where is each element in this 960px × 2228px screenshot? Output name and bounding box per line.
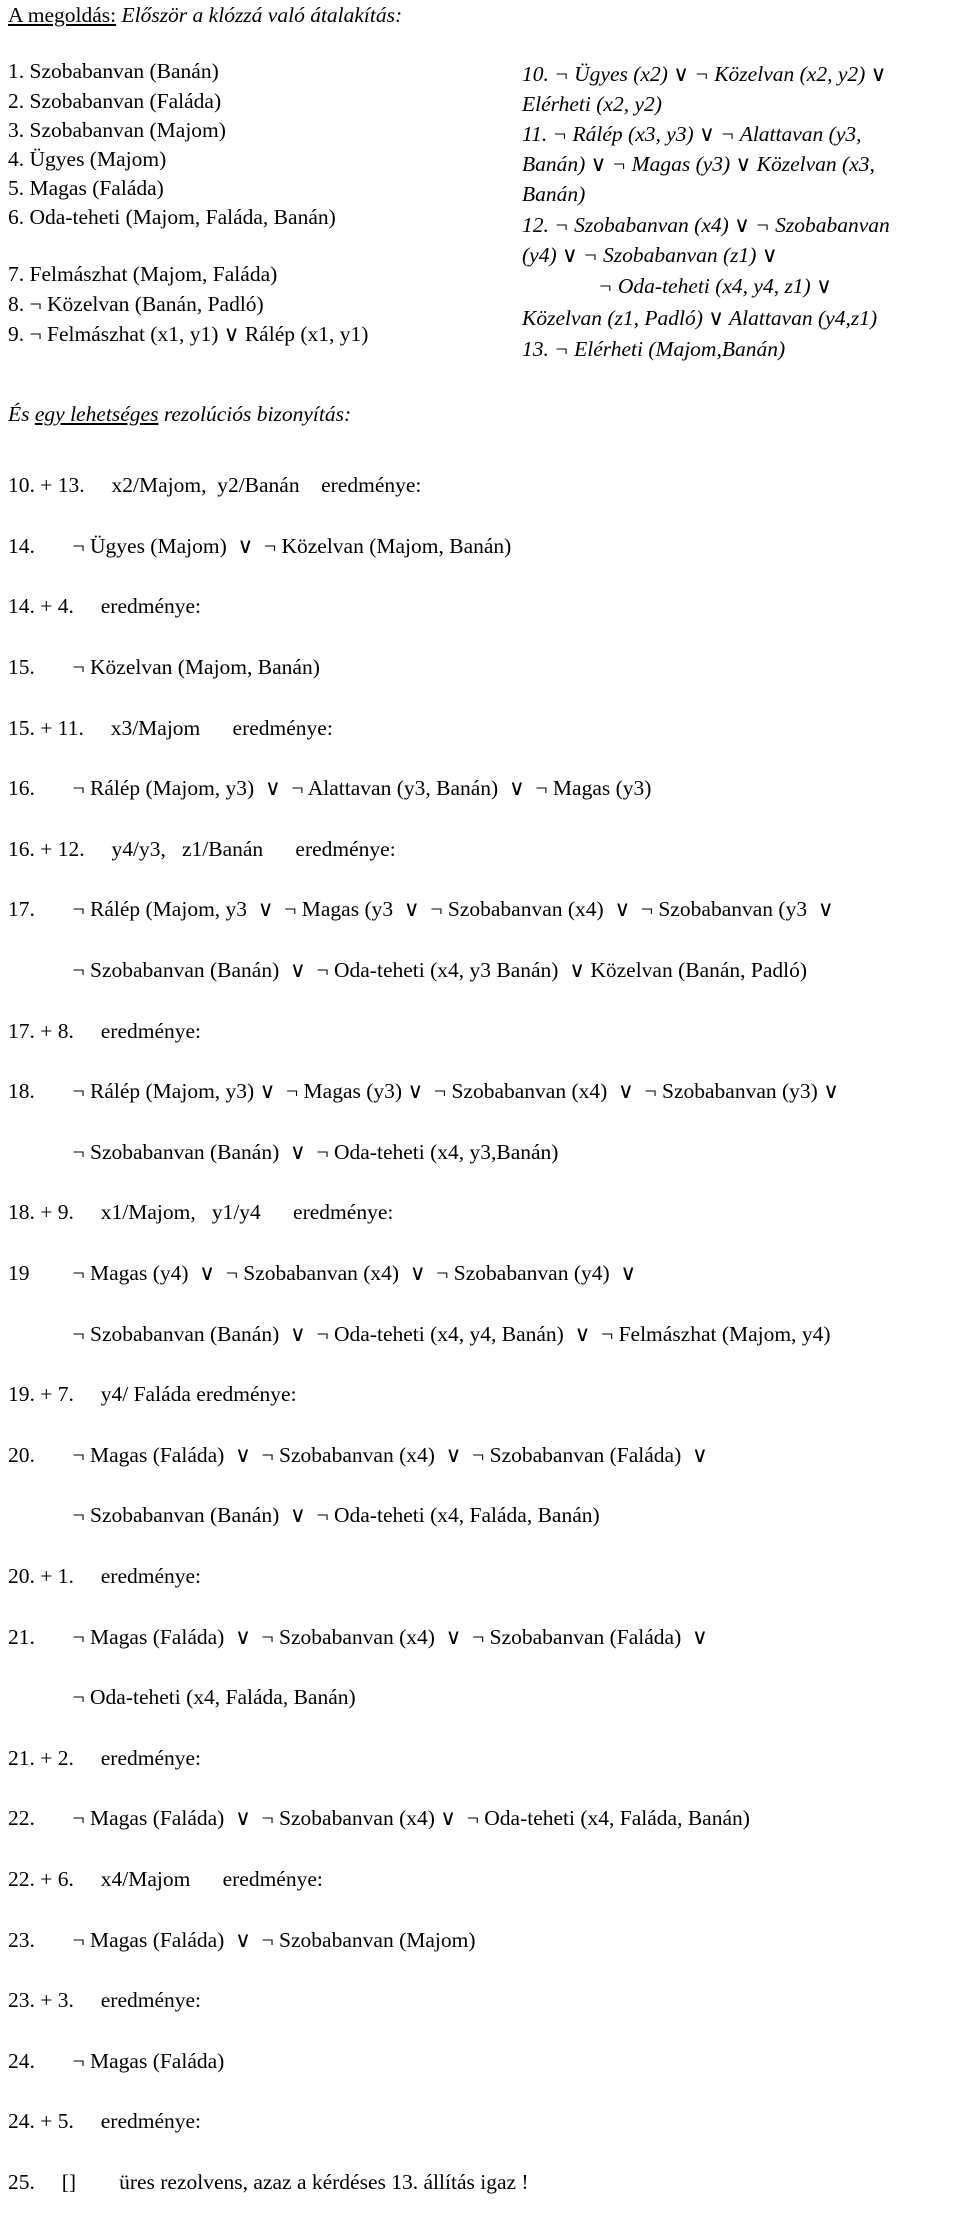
clause-11-line-2: Banán) ∨ ¬ Magas (y3) ∨ Közelvan (x3, xyxy=(522,152,875,176)
proof-line: 23. + 3. eredménye: xyxy=(8,1988,202,2013)
clause-1: 1. Szobabanvan (Banán) xyxy=(8,59,219,83)
clause-4: 4. Ügyes (Majom) xyxy=(8,147,167,171)
proof-line: 15. ¬ Közelvan (Majom, Banán) xyxy=(8,655,320,680)
solution-heading xyxy=(8,0,402,30)
clause-11-line-1: 11. ¬ Rálép (x3, y3) ∨ ¬ Alattavan (y3, xyxy=(522,122,862,146)
proof-line: 20. + 1. eredménye: xyxy=(8,1563,202,1588)
clause-12-line-1: 12. ¬ Szobabanvan (x4) ∨ ¬ Szobabanvan xyxy=(522,213,890,237)
proof-line: 16. ¬ Rálép (Majom, y3) ∨ ¬ Alattavan (y3, Banán) ∨ ¬ Magas (y3) xyxy=(8,776,652,801)
clause-7: 7. Felmászhat (Majom, Faláda) xyxy=(8,262,278,286)
proof-line: 18. ¬ Rálép (Majom, y3) ∨ ¬ Magas (y3) ∨ ¬ Szobabanvan (x4) ∨ ¬ Szobabanvan (y3) ∨ xyxy=(8,1079,839,1104)
proof-line: 20. ¬ Magas (Faláda) ∨ ¬ Szobabanvan (x4) ∨ ¬ Szobabanvan (Faláda) ∨ xyxy=(8,1442,708,1467)
proof-line: 14. ¬ Ügyes (Majom) ∨ ¬ Közelvan (Majom, Banán) xyxy=(8,533,512,558)
proof-line: ¬ Szobabanvan (Banán) ∨ ¬ Oda-teheti (x4, Faláda, Banán) xyxy=(8,1503,600,1528)
clause-12-line-2: (y4) ∨ ¬ Szobabanvan (z1) ∨ xyxy=(522,243,778,267)
clause-8: 8. ¬ Közelvan (Banán, Padló) xyxy=(8,292,264,316)
proof-line: 21. ¬ Magas (Faláda) ∨ ¬ Szobabanvan (x4) ∨ ¬ Szobabanvan (Faláda) ∨ xyxy=(8,1624,708,1649)
proof-heading-suffix: rezolúciós bizonyítás: xyxy=(158,402,352,426)
solution-label: A megoldás: xyxy=(8,3,117,27)
proof-line: 15. + 11. x3/Majom eredménye: xyxy=(8,715,333,740)
clause-12-line-3: ¬ Oda-teheti (x4, y4, z1) ∨ xyxy=(598,274,832,298)
proof-steps xyxy=(8,440,839,2228)
solution-intro-text: Először a klózzá való átalakítás: xyxy=(121,3,403,27)
proof-line: 23. ¬ Magas (Faláda) ∨ ¬ Szobabanvan (Majom) xyxy=(8,1927,476,1952)
proof-heading xyxy=(8,399,351,429)
proof-line: 24. + 5. eredménye: xyxy=(8,2109,202,2134)
proof-line: ¬ Oda-teheti (x4, Faláda, Banán) xyxy=(8,1685,356,1710)
proof-line: 14. + 4. eredménye: xyxy=(8,594,202,619)
proof-line: 10. + 13. x2/Majom, y2/Banán eredménye: xyxy=(8,473,422,498)
clause-6: 6. Oda-teheti (Majom, Faláda, Banán) xyxy=(8,205,336,229)
proof-line: 22. + 6. x4/Majom eredménye: xyxy=(8,1866,323,1891)
clause-3: 3. Szobabanvan (Majom) xyxy=(8,118,226,142)
proof-line: 22. ¬ Magas (Faláda) ∨ ¬ Szobabanvan (x4) ∨ ¬ Oda-teheti (x4, Faláda, Banán) xyxy=(8,1806,750,1831)
proof-heading-underlined: egy lehetséges xyxy=(34,402,159,426)
clause-12-line-4: Közelvan (z1, Padló) ∨ Alattavan (y4,z1) xyxy=(522,306,878,330)
proof-line: 21. + 2. eredménye: xyxy=(8,1745,202,1770)
proof-line: 16. + 12. y4/y3, z1/Banán eredménye: xyxy=(8,836,396,861)
clause-10-line-1: 10. ¬ Ügyes (x2) ∨ ¬ Közelvan (x2, y2) ∨ xyxy=(522,62,887,86)
proof-line: 17. + 8. eredménye: xyxy=(8,1018,202,1043)
proof-line: 25. [] üres rezolvens, azaz a kérdéses 13. állítás igaz ! xyxy=(8,2169,529,2194)
clause-10-line-2: Elérheti (x2, y2) xyxy=(522,92,662,116)
proof-line: 24. ¬ Magas (Faláda) xyxy=(8,2048,225,2073)
proof-line: 19 ¬ Magas (y4) ∨ ¬ Szobabanvan (x4) ∨ ¬ Szobabanvan (y4) ∨ xyxy=(8,1261,637,1286)
clause-5: 5. Magas (Faláda) xyxy=(8,176,164,200)
proof-line: ¬ Szobabanvan (Banán) ∨ ¬ Oda-teheti (x4, y3,Banán) xyxy=(8,1139,559,1164)
proof-line: ¬ Szobabanvan (Banán) ∨ ¬ Oda-teheti (x4, y4, Banán) ∨ ¬ Felmászhat (Majom, y4) xyxy=(8,1321,831,1346)
proof-line: 17. ¬ Rálép (Majom, y3 ∨ ¬ Magas (y3 ∨ ¬ Szobabanvan (x4) ∨ ¬ Szobabanvan (y3 ∨ xyxy=(8,897,834,922)
clause-2: 2. Szobabanvan (Faláda) xyxy=(8,89,222,113)
proof-line: ¬ Szobabanvan (Banán) ∨ ¬ Oda-teheti (x4, y3 Banán) ∨ Közelvan (Banán, Padló) xyxy=(8,958,808,983)
clause-11-line-3: Banán) xyxy=(522,182,586,206)
clause-9: 9. ¬ Felmászhat (x1, y1) ∨ Rálép (x1, y1) xyxy=(8,322,369,346)
proof-line: 18. + 9. x1/Majom, y1/y4 eredménye: xyxy=(8,1200,394,1225)
proof-line: 19. + 7. y4/ Faláda eredménye: xyxy=(8,1382,297,1407)
clause-13: 13. ¬ Elérheti (Majom,Banán) xyxy=(522,337,786,361)
proof-heading-prefix: És xyxy=(8,402,35,426)
